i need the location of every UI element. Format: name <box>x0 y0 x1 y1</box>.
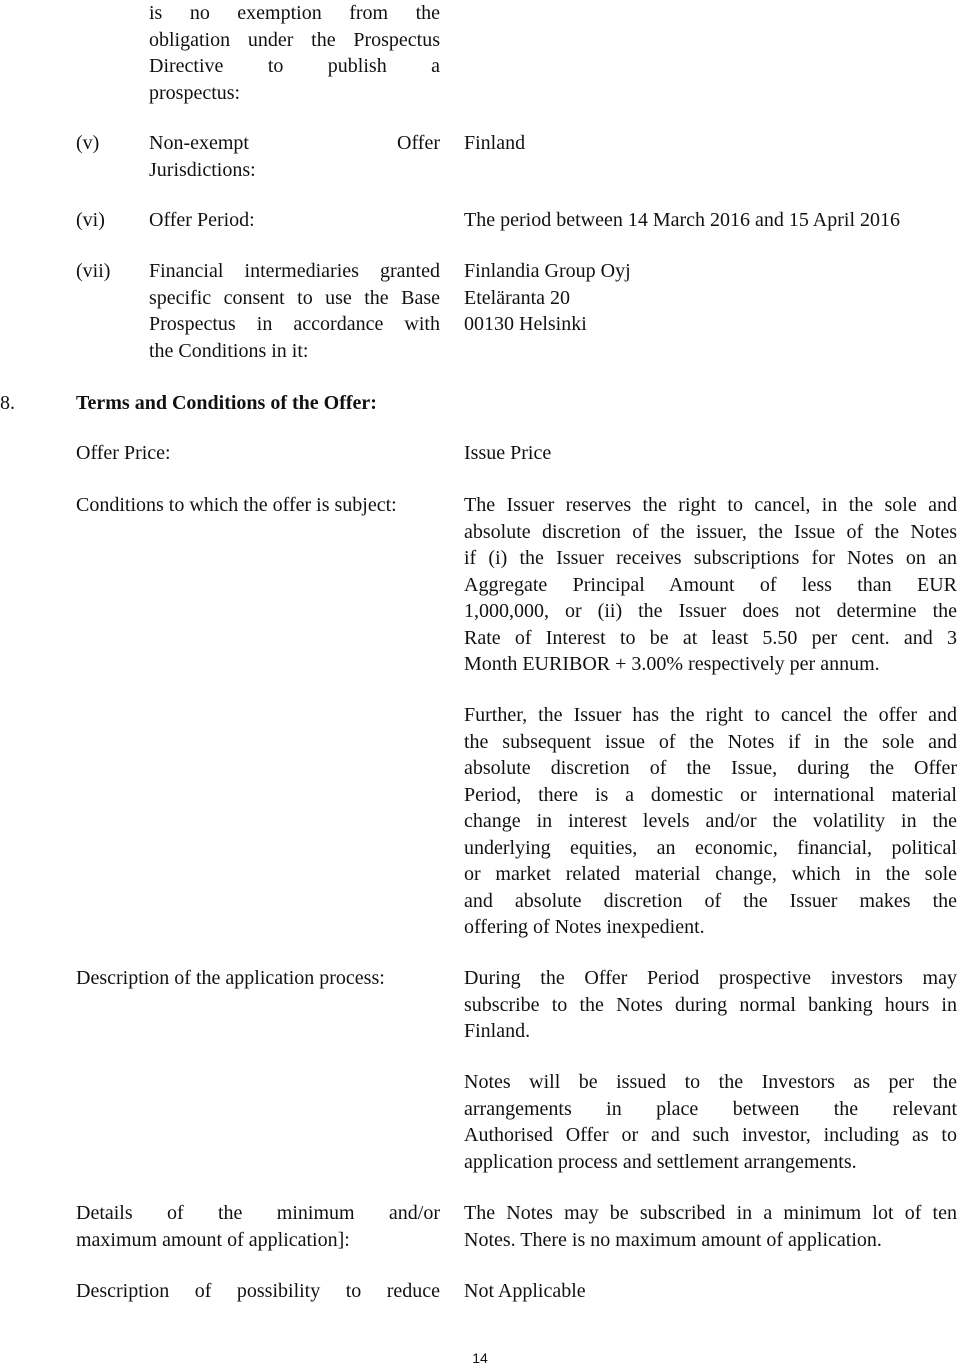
min-max-value <box>464 1200 957 1253</box>
section-number: 8. <box>0 392 15 414</box>
reduce-label <box>76 1278 440 1305</box>
text-line: is no exemption from the <box>149 2 440 24</box>
text-line: Rate of Interest to be at least 5.50 per cent. and 3 <box>464 626 957 649</box>
label-word: Offer <box>397 132 440 154</box>
text-line: Notes will be issued to the Investors as per the <box>464 1071 957 1093</box>
offer-period-value: The period between 14 March 2016 and 15 April 2016 <box>464 209 901 231</box>
text-line: Notes. There is no maximum amount of application. <box>464 1228 882 1251</box>
text-line: Authorised Offer or and such investor, including as to <box>464 1124 957 1146</box>
text-line: underlying equities, an economic, financial, political <box>464 836 957 859</box>
text-line: the Conditions in it: <box>149 339 309 362</box>
text-line: Description of possibility to reduce <box>76 1280 440 1302</box>
continued-label-fragment <box>149 0 440 106</box>
conditions-paragraph-2 <box>464 702 957 941</box>
application-process-paragraph-2 <box>464 1069 957 1175</box>
label-word: Non-exempt <box>149 132 249 154</box>
non-exempt-value: Finland <box>464 132 526 154</box>
text-line: Finlandia Group Oyj <box>464 260 631 282</box>
text-line: absolute discretion of the Issue, during the Offer <box>464 757 957 779</box>
min-max-label <box>76 1200 440 1253</box>
label-line: Jurisdictions: <box>149 158 256 181</box>
text-line: absolute discretion of the issuer, the Issue of the Notes <box>464 520 957 543</box>
label-line <box>149 130 440 157</box>
text-line: Directive to publish a <box>149 55 440 77</box>
text-line: Month EURIBOR + 3.00% respectively per annum. <box>464 653 880 675</box>
text-line: if (i) the Issuer receives subscriptions for Notes on an <box>464 547 957 569</box>
text-line: 00130 Helsinki <box>464 313 587 335</box>
text-line: and absolute discretion of the Issuer makes the <box>464 889 957 912</box>
text-line: prospectus: <box>149 81 241 104</box>
text-line: application process and settlement arrangements. <box>464 1150 857 1173</box>
text-line: offering of Notes inexpedient. <box>464 916 705 938</box>
text-line: Financial intermediaries granted <box>149 260 440 282</box>
application-process-paragraph-1 <box>464 965 957 1045</box>
page-number: 14 <box>472 1350 488 1366</box>
text-line: maximum amount of application]: <box>76 1228 350 1251</box>
text-line: the subsequent issue of the Notes if in the sole and <box>464 730 957 753</box>
text-line: Prospectus in accordance with <box>149 313 440 335</box>
text-line: During the Offer Period prospective investors may <box>464 967 957 989</box>
text-line: obligation under the Prospectus <box>149 28 440 51</box>
intermediaries-label <box>149 258 440 364</box>
text-line: subscribe to the Notes during normal banking hours in <box>464 993 957 1016</box>
non-exempt-label <box>149 130 440 183</box>
offer-period-label: Offer Period: <box>149 209 255 231</box>
reduce-value: Not Applicable <box>464 1280 586 1302</box>
offer-price-label: Offer Price: <box>76 442 171 464</box>
text-line: Period, there is a domestic or international material <box>464 783 957 806</box>
text-line: Aggregate Principal Amount of less than EUR <box>464 573 957 596</box>
text-line: specific consent to use the Base <box>149 286 440 309</box>
text-line: Finland. <box>464 1020 531 1042</box>
text-line: The Issuer reserves the right to cancel, in the sole and <box>464 494 957 516</box>
text-line: or market related material change, which in the sole <box>464 863 957 885</box>
text-line: Further, the Issuer has the right to cancel the offer and <box>464 704 957 726</box>
section-heading: Terms and Conditions of the Offer: <box>76 392 377 414</box>
offer-price-value: Issue Price <box>464 442 552 464</box>
text-line: 1,000,000, or (ii) the Issuer does not determine the <box>464 600 957 622</box>
intermediaries-value <box>464 258 957 338</box>
text-line: Eteläranta 20 <box>464 286 571 309</box>
text-line: arrangements in place between the relevant <box>464 1097 957 1120</box>
text-line: The Notes may be subscribed in a minimum lot of ten <box>464 1202 957 1224</box>
conditions-paragraph-1 <box>464 492 957 678</box>
item-number-v: (v) <box>76 132 100 154</box>
text-line: change in interest levels and/or the volatility in the <box>464 810 957 832</box>
text-line: Details of the minimum and/or <box>76 1202 440 1224</box>
application-process-label: Description of the application process: <box>76 967 385 989</box>
item-number-vii: (vii) <box>76 260 111 282</box>
conditions-label: Conditions to which the offer is subject: <box>76 494 397 516</box>
item-number-vi: (vi) <box>76 209 105 231</box>
